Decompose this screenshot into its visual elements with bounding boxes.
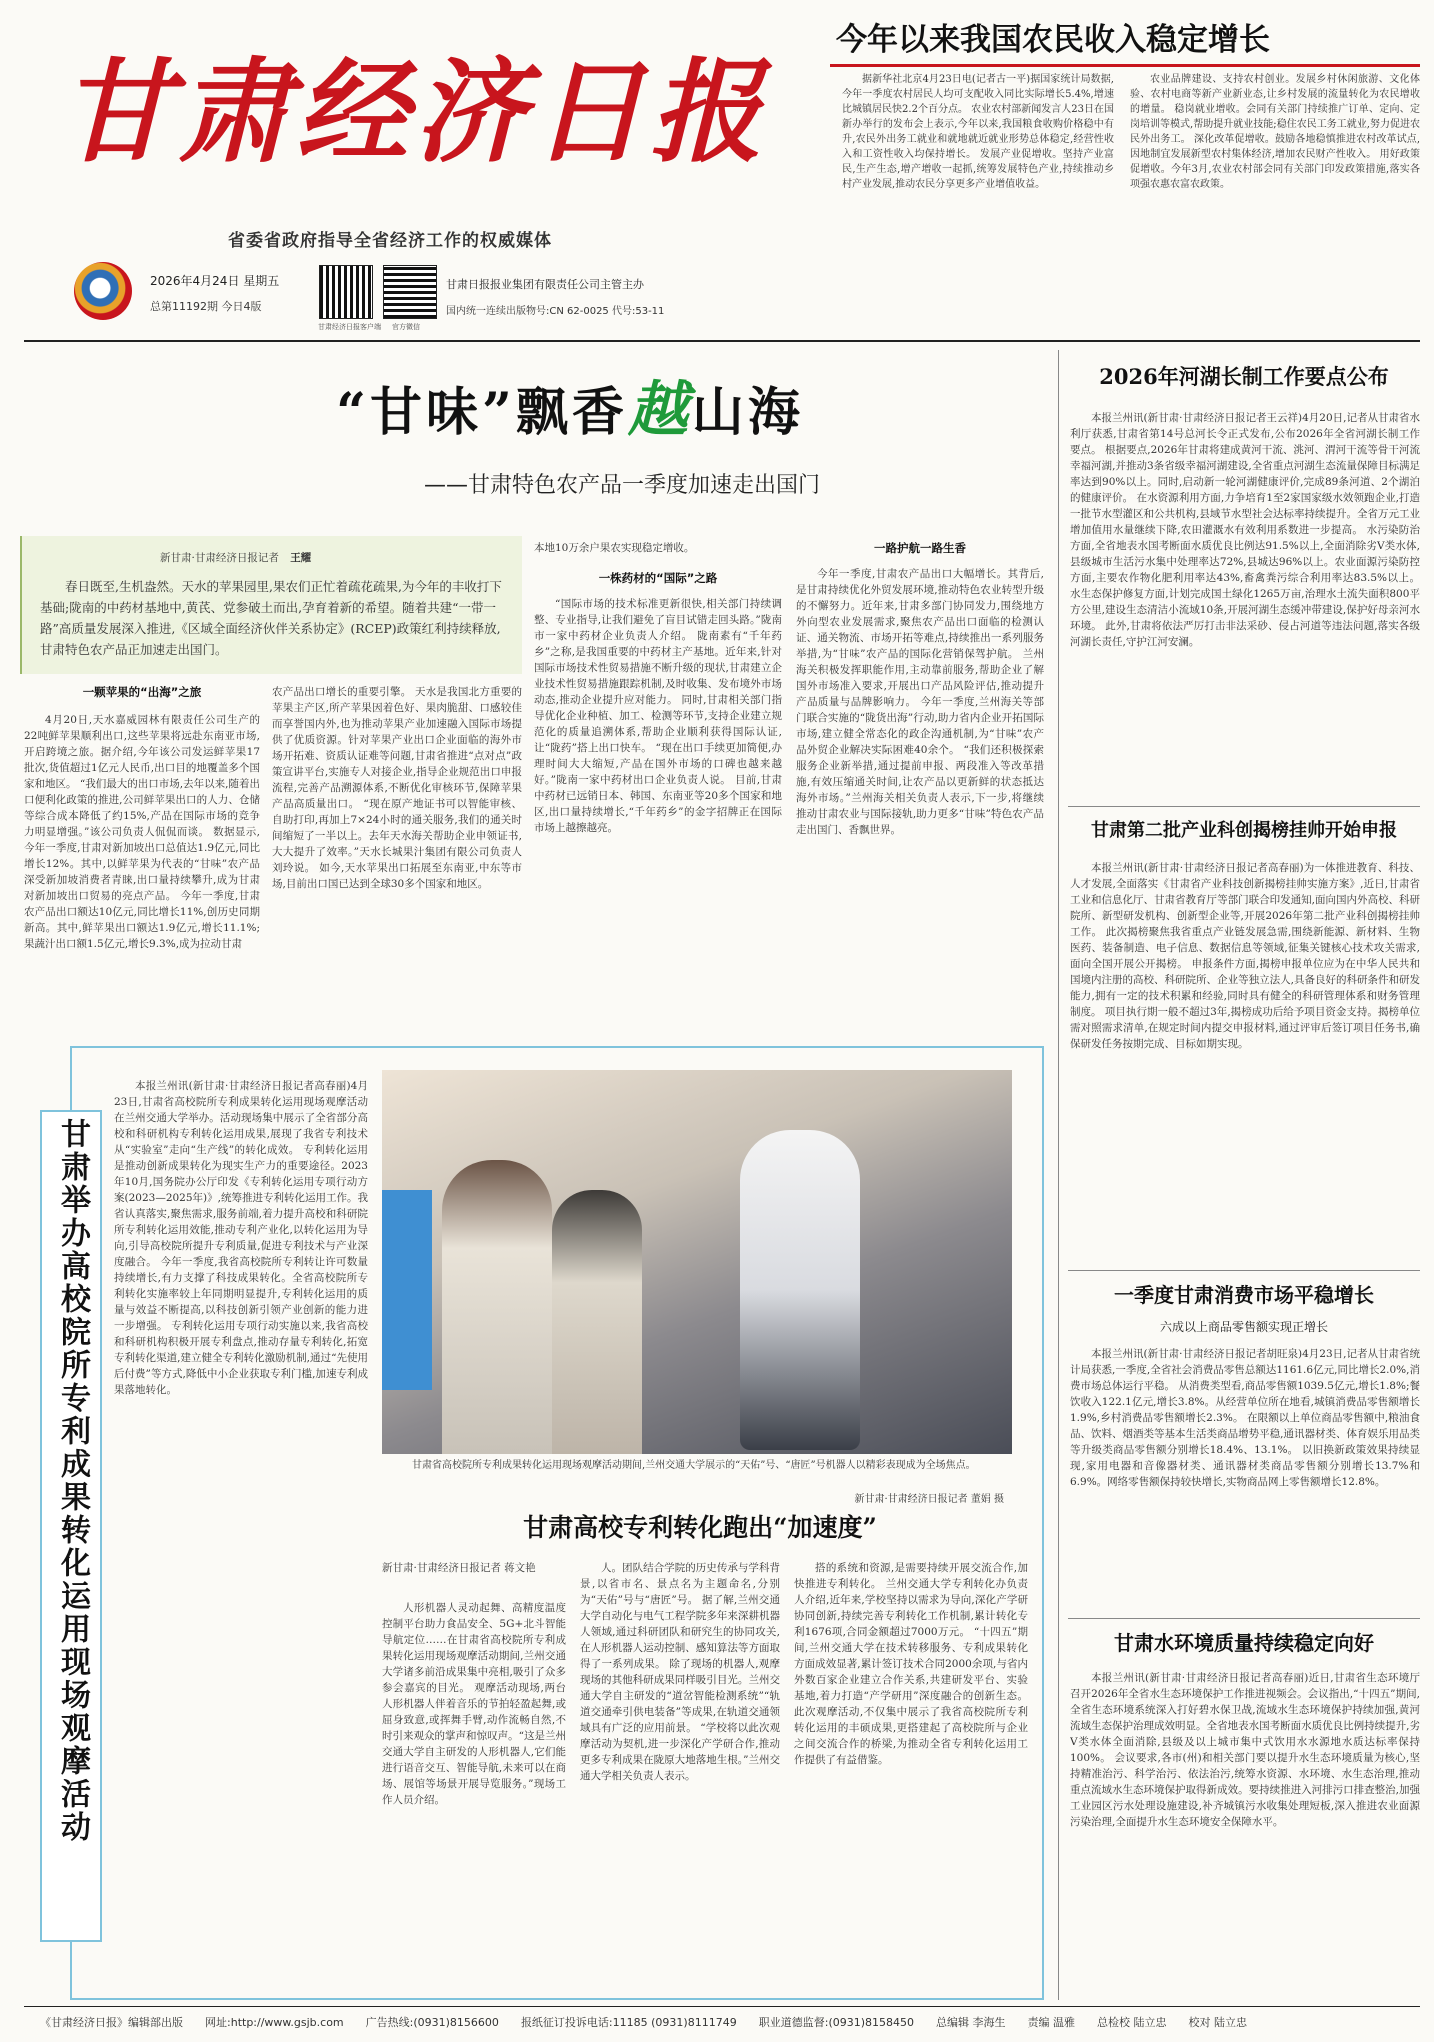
top-story-col1: 据新华社北京4月23日电(记者古一平)据国家统计局数据,今年一季度农村居民人均可支配收入同比实际增长5.4%,增速比城镇居民快2.2个百分点。 农业农村部新闻发言人23日在国新办举行的发布会上表示,今年以来,我国粮食收购价格稳中有升,农民外出务工就业和就地就近就业形势总体稳定,经营性收入和工资性收入均保持增长。 发展产业促增收。坚持产业富民,生产生态,增产增收一起抓,统筹发展特色产业,持续推动乡村产业发展,推动农民分享更多产业增值收益。 [842,74,1114,190]
footer-ethics: (0931)8158450 [828,2016,915,2029]
brief1-title: 2026年河湖长制工作要点公布 [1099,364,1389,389]
lead-col2: 农产品出口增长的重要引擎。 天水是我国北方重要的苹果主产区,所产苹果因着色好、果肉脆甜、口感较佳而享誉国内外,也为推动苹果产业加速融入国际市场提供了优质资源。针对苹果产业出口企业面临的海外市场开拓难、资质认证难等问题,甘肃省推进“点对点”政策宣讲平台,实施专人对接企业,指导企业规范出口申报流程,完善产品溯源体系,不断优化审核环节,保障苹果产品高质量出口。 “现在原产地证书可以智能审核、自助打印,再加上7×24小时的通关服务,我们的通关时间缩短了一半以上。去年天水海关帮助企业申领证书,大大提升了效率。”天水长城果汁集团有限公司负责人刘玲说。 如今,天水苹果出口拓展至东南亚,中东等市场,目前出口国已达到全球30多个国家和地区。 [272,686,522,890]
footer-proof-group [1189,2014,1248,2030]
photo-robot [740,1130,860,1450]
footer-editor-group [936,2014,1006,2030]
photo-person-right [552,1190,642,1454]
brief-divider-2 [1068,1270,1420,1271]
feature-c1: 人形机器人灵动起舞、高精度温度控制平台助力食品安全、5G+北斗智能导航定位……在甘肃省高校院所专利成果转化运用现场观摩活动期间,兰州交通大学诸多前沿成果集中亮相,吸引了众多参会嘉宾的目光。 观摩活动现场,两台人形机器人伴着音乐的节拍轻盈起舞,或屈身致意,或挥舞手臂,动作流畅自然,不时引来观众的掌声和惊叹声。“这是兰州交通大学自主研发的人形机器人,它们能进行语音交互、智能导航,未来可以在商场、展馆等场景开展导览服务。”现场工作人员介绍。 [382,1602,566,1806]
photo-banner [382,1190,432,1390]
lead-byline [160,550,311,565]
footer-ad-label: 广告热线: [365,2016,414,2029]
lead-sub2: 一株药材的“国际”之路 [598,571,718,585]
brief3-title: 一季度甘肃消费市场平稳增长 [1114,1283,1374,1307]
masthead-issue: 总第11192期 今日4版 [150,300,262,313]
feature-c2: 人。团队结合学院的历史传承与学科背景,以省市名、景点名为主题命名,分别为“天佑”号与“唐匠”号。 据了解,兰州交通大学自动化与电气工程学院多年来深耕机器人领域,通过科研团队和研究生的协同攻关,在人形机器人运动控制、感知算法等方面取得了一系列成果。 除了现场的机器人,观摩现场的其他科研成果同样吸引目光。兰州交通大学自主研发的“道岔智能检测系统”“轨道交通牵引供电装备”等成果,在轨道交通领域具有广泛的应用前景。 “学校将以此次观摩活动为契机,进一步深化产学研合作,推动更多专利成果在陇原大地落地生根。”兰州交通大学相关负责人表示。 [580,1562,780,1782]
feature-c3: 搭的系统和资源,是需要持续开展交流合作,加快推进专利转化。 兰州交通大学专利转化办负责人介绍,近年来,学校坚持以需求为导向,深化产学研协同创新,持续完善专利转化工作机制,累计转化专利1676项,合同金额超过7000万元。 “十四五”期间,兰州交通大学在技术转移服务、专利成果转化方面成效显著,累计签订技术合同2000余项,与省内外数百家企业建立合作关系,共建研发平台、实验基地,着力打造“产学研用”深度融合的创新生态。 此次观摩活动,不仅集中展示了我省高校院所专利转化运用的丰硕成果,更搭建起了高校院所与企业之间交流合作的桥梁,为推动全省专利转化运用工作提供了有益借鉴。 [794,1562,1028,1766]
lead-byline-name: 王耀 [290,552,312,564]
top-story-rule [830,64,1420,67]
footer-ad-group [366,2014,499,2030]
footer-sub: 11185 (0931)8111749 [612,2016,737,2029]
wechat-qr-code[interactable] [384,266,436,318]
brief2-text: 本报兰州讯(新甘肃·甘肃经济日报记者高春丽)为一体推进教育、科技、人才发展,全面落实《甘肃省产业科技创新揭榜挂帅实施方案》,近日,甘肃省工业和信息化厅、甘肃省教育厅等部门联合印发通知,面向国内外高校、科研院所、新型研发机构、创新型企业等,开展2026年第二批产业科创揭榜挂帅工作。 此次揭榜聚焦我省重点产业链发展急需,围绕新能源、新材料、生物医药、装备制造、电子信息、数据信息等领域,征集关键核心技术攻关需求,面向全国开展公开揭榜。 申报条件方面,揭榜申报单位应为在中华人民共和国境内注册的高校、科研院所、企业等独立法人,具备良好的科研条件和研发能力,拥有一定的技术积累和经验,同时具有健全的科研管理体系和财务管理制度。 项目执行期一般不超过3年,揭榜成功后给予项目资金支持。揭榜单位需对照需求清单,在规定时间内提交申报材料,通过评审后签订项目任务书,确保研发任务按期完成、目标如期实现。 [1070,862,1420,1050]
feature-photo-credit: 新甘肃·甘肃经济日报记者 董娟 摄 [854,1494,1004,1505]
masthead-publisher: 甘肃日报报业集团有限责任公司主管主办 [446,278,644,291]
footer-editor: 李海生 [972,2016,1006,2029]
footer-proof: 陆立忠 [1214,2016,1248,2029]
footer-editor-label: 总编辑 [936,2016,970,2029]
newspaper-logo [74,262,132,320]
header-divider [24,340,1420,342]
lead-byline-label: 新甘肃·甘肃经济日报记者 [160,552,279,564]
lead-sub3: 一路护航一路生香 [874,541,966,555]
top-story-col2: 农业品牌建设、支持农村创业。发展乡村休闲旅游、文化体验、农村电商等新产业新业态,让乡村发展的流量转化为农民增收的增量。 稳岗就业增收。会同有关部门持续推广订单、定向、定岗培训等模式,帮助提升就业技能;稳住农民工务工就业,努力促进农民外出务工。 深化改革促增收。鼓励各地稳慎推进农村改革试点,因地制宜发展新型农村集体经济,增加农民财产性收入。 用好政策促增收。今年3月,农业农村部会同有关部门印发政策措施,落实各项强农惠农富农政策。 [1130,74,1420,190]
lead-subhead: ——甘肃特色农产品一季度加速走出国门 [423,473,820,498]
wechat-qr-label: 官方微信 [392,323,420,331]
footer-review: 陆立忠 [1133,2016,1167,2029]
footer-resp-group [1028,2014,1076,2030]
footer-proof-label: 校对 [1188,2016,1211,2029]
footer-bar [40,2014,1420,2030]
lead-headline-accent: 越 [627,375,692,445]
feature-col1: 本报兰州讯(新甘肃·甘肃经济日报记者高春丽)4月23日,甘肃省高校院所专利成果转化运用现场观摩活动在兰州交通大学举办。活动现场集中展示了全省部分高校和科研机构专利转化运用成果,展现了我省专利技术从“实验室”走向“生产线”的转化成效。 专利转化运用是推动创新成果转化为现实生产力的重要途径。2023年10月,国务院办公厅印发《专利转化运用专项行动方案(2023—2025年)》,统筹推进专利转化运用工作。我省认真落实,聚焦需求,服务前端,着力提升高校和科研院所专利转化运用效能,推动专利产业化,以转化运用为导向,引导高校院所提升专利质量,促进专利技术与产业深度融合。 今年一季度,我省高校院所专利转让许可数量持续增长,有力支撑了科技成果转化。全省高校院所专利转化实施率较上年同期明显提升,专利转化运用的质量与效益不断提高,以科技创新引领产业创新的能力进一步增强。 专利转化运用专项行动实施以来,我省高校和科研机构积极开展专利盘点,推动存量专利转化,拓宽专利转化渠道,建立健全专利转化激励机制,通过“先使用后付费”等方式,降低中小企业获取专利门槛,加速专利成果落地转化。 [114,1080,368,1396]
lead-col3-top: 本地10万余户果农实现稳定增收。 [534,542,695,554]
lead-col1: 4月20日,天水嘉威园林有限责任公司生产的22吨鲜苹果顺利出口,这些苹果将远赴东南亚市场,开启跨境之旅。据介绍,今年该公司发运鲜苹果17批次,货值超过1亿元人民币,出口目的地覆盖多个国家和地区。 “我们最大的出口市场,去年以来,随着出口便利化政策的推进,公司鲜苹果出口的人力、仓储等综合成本降低了约15%,产品在国际市场的竞争力明显增强。”该公司负责人侃侃而谈。 数据显示,今年一季度,甘肃对新加坡出口总值达1.9亿元,同比增长12%。其中,以鲜苹果为代表的“甘味”农产品深受新加坡消费者青睐,出口量持续攀升,成为甘肃对新加坡出口贸易的亮点产品。 今年一季度,甘肃农产品出口额达10亿元,同比增长11%,创历史同期新高。其中,鲜苹果出口额达1.9亿元,增长11.1%;果蔬汁出口额1.5亿元,增长9.3%,成为拉动甘肃 [24,714,260,950]
lead-intro: 春日既至,生机盎然。天水的苹果园里,果农们正忙着疏花疏果,为今年的丰收打下基础;陇南的中药材基地中,黄芪、党参破土而出,孕育着新的希望。随着共建“一带一路”高质量发展深入推进,《区域全面经济伙伴关系协定》(RCEP)政策红利持续释放,甘肃特色农产品正加速走出国门。 [40,579,502,657]
app-qr-label: 甘肃经济日报客户端 [318,323,381,331]
lead-headline-post: 山海 [691,382,804,443]
app-qr-code[interactable] [320,266,372,318]
footer-site-label: 网址: [205,2016,231,2029]
footer-sub-label: 报纸征订投诉电话: [520,2016,613,2029]
brief3-text: 本报兰州讯(新甘肃·甘肃经济日报记者胡旺泉)4月23日,记者从甘肃省统计局获悉,一季度,全省社会消费品零售总额达1161.6亿元,同比增长2.0%,消费市场总体运行平稳。 从消费类型看,商品零售额1039.5亿元,增长1.8%;餐饮收入122.1亿元,增长3.8%。从经营单位所在地看,城镇消费品零售额增长1.9%,乡村消费品零售额增长2.3%。 在限额以上单位商品零售额中,粮油食品、饮料、烟酒类等基本生活类商品增势平稳,通讯器材类、体育娱乐用品类等升级类商品零售额分别增长18.4%、13.1%。 以旧换新政策效果持续显现,家用电器和音像器材类、通讯器材类商品零售额分别增长13.7%和6.9%。网络零售额保持较快增长,实物商品网上零售额增长12.8%。 [1070,1348,1420,1488]
masthead-title: 甘肃经济日报 [60,47,768,178]
right-column-divider [1058,350,1059,2000]
brief4-title: 甘肃水环境质量持续稳定向好 [1114,1631,1374,1655]
footer-review-label: 总检校 [1097,2016,1131,2029]
feature-byline: 新甘肃·甘肃经济日报记者 蒋文艳 [382,1562,536,1574]
top-story-headline: 今年以来我国农民收入稳定增长 [836,22,1270,58]
brief3-subtitle: 六成以上商品零售额实现正增长 [1159,1320,1328,1334]
feature-photo [382,1070,1012,1454]
footer-sub-group [521,2014,737,2030]
lead-headline [210,376,930,447]
footer-ethics-group [759,2014,914,2030]
footer-ad: (0931)8156600 [413,2016,499,2029]
footer-resp: 温雅 [1053,2016,1076,2029]
lead-sub1: 一颗苹果的“出海”之旅 [82,685,202,699]
footer-resp-label: 责编 [1027,2016,1050,2029]
photo-person-left [442,1160,552,1454]
brief4-text: 本报兰州讯(新甘肃·甘肃经济日报记者高春丽)近日,甘肃省生态环境厅召开2026年全省水生态环境保护工作推进视频会。会议指出,“十四五”期间,全省生态环境系统深入打好碧水保卫战,流域水生态环境保护持续加强,黄河流域生态保护治理成效明显。全省地表水国考断面水质优良比例持续提升,劣V类水体全面消除,县级及以上城市集中式饮用水水源地水质达标率保持100%。 会议要求,各市(州)和相关部门要以提升水生态环境质量为核心,坚持精准治污、科学治污、依法治污,统筹水资源、水环境、水生态治理,推动重点流域水生态环境保护取得新成效。要持续推进入河排污口排查整治,加强工业园区污水处理设施建设,补齐城镇污水收集处理短板,深入推进农业面源污染治理,全面提升水生态环境安全保障水平。 [1070,1672,1420,1828]
footer-review-group [1097,2014,1167,2030]
masthead-slogan: 省委省政府指导全省经济工作的权威媒体 [228,231,552,251]
feature-vertical-title: 甘肃举办高校院所专利成果转化运用现场观摩活动 [55,1118,90,1844]
lead-col3: “国际市场的技术标准更新很快,相关部门持续调整、专业指导,让我们避免了盲目试错走回头路。”陇南市一家中药材企业负责人介绍。 陇南素有“千年药乡”之称,是我国重要的中药材主产基地。近年来,针对国际市场技术性贸易措施不断升级的现状,甘肃建立企业技术性贸易措施跟踪机制,及时收集、发布境外市场动态,推动企业提升应对能力。 同时,甘肃相关部门指导优化企业种植、加工、检测等环节,支持企业建立规范化的质量追溯体系,帮助企业顺利获得国际认证,让“陇药”搭上出口快车。 “现在出口手续更加简便,办理时间大大缩短,产品在国外市场的口碑也越来越好。”陇南一家中药材出口企业负责人说。 目前,甘肃中药材已远销日本、韩国、东南亚等20多个国家和地区,出口量持续增长,“千年药乡”的金字招牌正在国际市场上越擦越亮。 [534,598,782,834]
footer-ethics-label: 职业道德监督: [758,2016,829,2029]
footer-dept: 《甘肃经济日报》编辑部出版 [40,2016,183,2029]
masthead-date: 2026年4月24日 星期五 [150,274,280,288]
footer-rule [24,2006,1420,2007]
brief-divider-3 [1068,1618,1420,1619]
brief2-title: 甘肃第二批产业科创揭榜挂帅开始申报 [1091,820,1397,841]
brief-divider-1 [1068,806,1420,807]
feature-headline: 甘肃高校专利转化跑出“加速度” [523,1513,877,1542]
brief1-text: 本报兰州讯(新甘肃·甘肃经济日报记者王云祥)4月20日,记者从甘肃省水利厅获悉,甘肃省第14号总河长令正式发布,公布2026年全省河湖长制工作要点。 根据要点,2026年甘肃将建成黄河干流、洮河、渭河干流等骨干河流幸福河湖,并推动3条省级幸福河湖建设,全省重点河湖生态流量保障目标满足率达到90%以上。同时,启动新一轮河湖健康评价,完成89条河道、2个湖泊的健康评价。 在水资源利用方面,力争培育1至2家国家级水效领跑企业,打造一批节水型灌区和公共机构,县域节水型社会达标率持续提升。全省万元工业增加值用水量继续下降,农田灌溉水有效利用系数进一步提高。 水污染防治方面,全省地表水国考断面水质优良比例达91.5%以上,全面消除劣V类水体,县级城市生活污水集中处理率达72%,县城达96%以上。农业面源污染防控方面,主要农作物化肥利用率达43%,畜禽粪污综合利用率达83.5%以上。 水生态保护修复方面,计划完成国土绿化1265万亩,治理水土流失面积800平方公里,建设生态清洁小流域10条,开展河湖生态缓冲带建设,保护好母亲河水环境。 此外,甘肃将依法严厉打击非法采砂、侵占河道等违法问题,落实各级河湖长责任,守护江河安澜。 [1070,412,1420,648]
feature-photo-caption: 甘肃省高校院所专利成果转化运用现场观摩活动期间,兰州交通大学展示的“天佑”号、“唐匠”号机器人以精彩表现成为全场焦点。 [412,1460,976,1471]
masthead-cn: 国内统一连续出版物号:CN 62-0025 代号:53-11 [446,306,665,317]
footer-site-group [205,2014,344,2030]
lead-headline-pre: “甘味”飘香 [336,382,628,443]
footer-site[interactable]: http://www.gsjb.com [230,2016,344,2029]
lead-col4: 今年一季度,甘肃农产品出口大幅增长。其背后,是甘肃持续优化外贸发展环境,推动特色农业转型升级的不懈努力。近年来,甘肃多部门协同发力,围绕地方外向型农业发展需求,聚焦农产品出口面临的检测认证、通关物流、市场开拓等难点,持续推出一系列服务举措,为“甘味”农产品的国际化营销保驾护航。 兰州海关积极发挥职能作用,主动靠前服务,帮助企业了解国外市场准入要求,开展出口产品风险评估,推动提升产品质量与品牌影响力。 今年一季度,兰州海关等部门联合实施的“陇货出海”行动,助力省内企业开拓国际市场,建立健全常态化的政企沟通机制,为“甘味”农产品外贸企业解决实际困难40余个。 “我们还积极探索服务企业新举措,通过提前申报、两段准入等改革措施,有效压缩通关时间,让农产品以更新鲜的状态抵达海外市场。”兰州海关相关负责人表示,下一步,将继续推动甘肃农业与国际接轨,助力更多“甘味”特色农产品走出国门、香飘世界。 [796,568,1044,836]
